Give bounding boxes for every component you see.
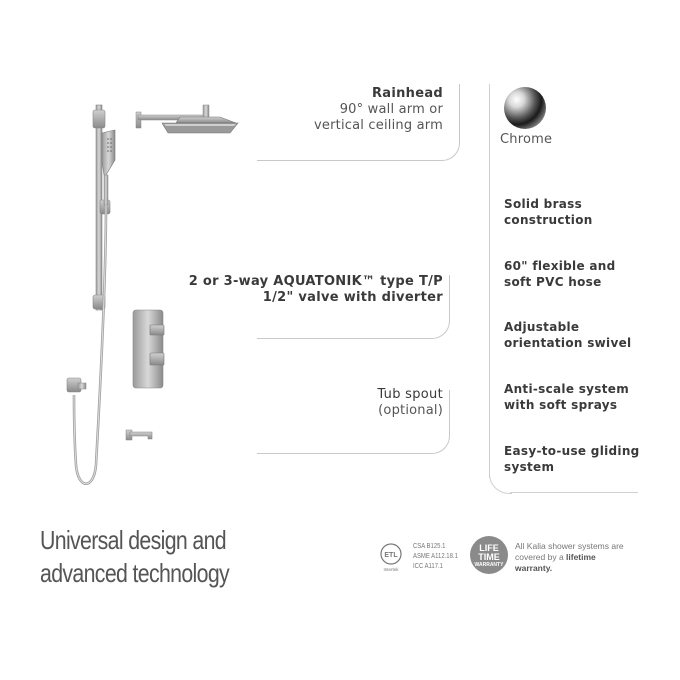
badge-line2: TIME: [478, 552, 500, 562]
svg-text:Intertek: Intertek: [383, 567, 399, 572]
feature-item: [504, 258, 644, 290]
lifetime-warranty-badge: [470, 536, 508, 574]
feature-line2: with soft sprays: [504, 398, 618, 412]
rainhead-title: Rainhead: [371, 86, 443, 101]
feature-item: [504, 443, 644, 475]
feature-item: [504, 196, 644, 228]
warranty-text-bold: lifetime warranty.: [515, 552, 596, 573]
feature-line2: construction: [504, 213, 593, 227]
feature-item: [504, 319, 644, 351]
rainhead-callout: [314, 86, 443, 134]
valve-title: 2 or 3-way AQUATONIK™ type T/P: [188, 274, 443, 289]
headline-line1: Universal design and: [40, 525, 226, 555]
feature-line1: 60" flexible and: [504, 259, 616, 273]
warranty-text: [515, 541, 635, 574]
hand-shower: [102, 130, 115, 205]
feature-line2: system: [504, 460, 555, 474]
feature-item: [504, 381, 644, 413]
chrome-finish-swatch: [504, 87, 546, 129]
rainhead: [136, 105, 238, 133]
finish-label: Chrome: [500, 132, 553, 147]
standard-item: ICC A117.1: [413, 563, 443, 570]
features-divider-bottom: [510, 492, 638, 493]
rainhead-desc-line1: 90° wall arm or: [339, 102, 443, 117]
tub-spout: [126, 430, 152, 440]
features-divider: [489, 84, 490, 478]
rainhead-desc-line2: vertical ceiling arm: [314, 118, 443, 133]
certification-standards: [413, 542, 458, 572]
valve-trim: [133, 310, 164, 388]
warranty-text-prefix: All Kalia shower systems are covered by a: [515, 541, 624, 562]
feature-line2: orientation swivel: [504, 336, 632, 350]
feature-line2: soft PVC hose: [504, 275, 602, 289]
valve-desc-line1: 1/2" valve with diverter: [262, 290, 443, 305]
headline-line2: advanced technology: [40, 558, 230, 588]
wall-elbow: [67, 378, 86, 392]
standard-item: CSA B125.1: [413, 543, 446, 550]
svg-text:ETL: ETL: [384, 552, 398, 559]
tub-spout-title: Tub spout: [377, 387, 443, 402]
badge-line3: WARRANTY: [474, 562, 504, 568]
feature-line1: Solid brass: [504, 197, 583, 211]
tub-spout-callout: [377, 387, 443, 419]
etl-certification-icon: [378, 542, 404, 572]
feature-line1: Adjustable: [504, 320, 580, 334]
standard-item: ASME A112.18.1: [413, 553, 458, 560]
badge-line1: LIFE: [479, 543, 499, 553]
feature-line1: Easy-to-use gliding: [504, 444, 640, 458]
headline: [40, 524, 229, 590]
tub-spout-desc: (optional): [378, 403, 443, 418]
valve-callout: [189, 274, 443, 306]
feature-line1: Anti-scale system: [504, 382, 630, 396]
